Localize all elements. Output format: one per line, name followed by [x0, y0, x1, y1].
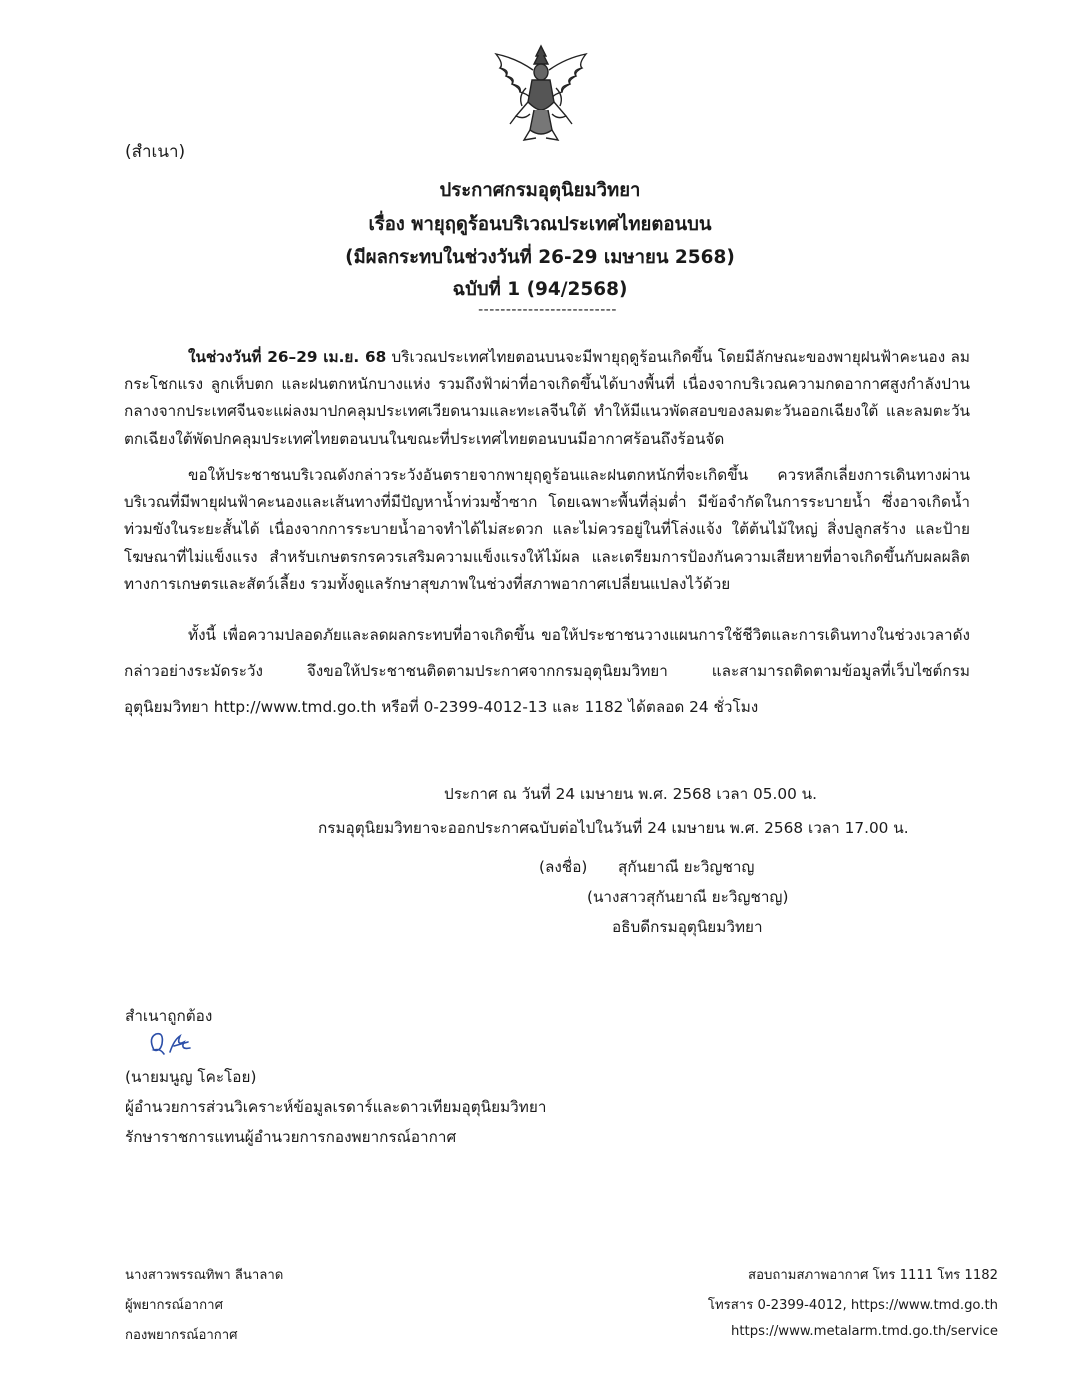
- certifier-position: ผู้อำนวยการส่วนวิเคราะห์ข้อมูลเรดาร์และดาวเทียมอุตุนิยมวิทยา: [125, 1098, 547, 1116]
- signatory-full-name: (นางสาวสุกันยาณี ยะวิญชาญ): [587, 888, 789, 906]
- announcement-impact-period: (มีผลกระทบในช่วงวันที่ 26-29 เมษายน 2568): [345, 247, 735, 268]
- paragraph-1-text: บริเวณประเทศไทยตอนบนจะมีพายุฤดูร้อนเกิดขึ้น โดยมีลักษณะของพายุฝนฟ้าคะนอง ลมกระโชกแรง ลูกเห็บตก และฝนตกหนักบางแห่ง รวมถึงฟ้าผ่าที่อาจเกิดขึ้นได้บางพื้นที่ เนื่องจากบริเวณความกดอากาศสูงกำลังปานกลางจากประเทศจีนจะแผ่ลงมาปกคลุมประเทศเวียดนามและทะเลจีนใต้ ทำให้มีแนวพัดสอบของลมตะวันออกเฉียงใต้ และลมตะวันตกเฉียงใต้พัดปกคลุมประเทศไทยตอนบนในขณะที่ประเทศไทยตอนบนมีอากาศร้อนถึงร้อนจัด: [124, 348, 970, 448]
- garuda-emblem-icon: [486, 40, 596, 150]
- paragraph-3-text: ทั้งนี้ เพื่อความปลอดภัยและลดผลกระทบที่อาจเกิดขึ้น ขอให้ประชาชนวางแผนการใช้ชีวิตและการเดินทางในช่วงเวลาดังกล่าวอย่างระมัดระวัง จึงขอให้ประชาชนติดตามประกาศจากกรมอุตุนิยมวิทยา และสามารถติดตามข้อมูลที่เว็บไซต์กรมอุตุนิยมวิทยา http://www.tmd.go.th หรือที่ 0-2399-4012-13 และ 1182 ได้ตลอด 24 ชั่วโมง: [124, 626, 970, 716]
- next-announcement-note: กรมอุตุนิยมวิทยาจะออกประกาศฉบับต่อไปในวันที่ 24 เมษายน พ.ศ. 2568 เวลา 17.00 น.: [318, 819, 909, 837]
- signatory-title: อธิบดีกรมอุตุนิยมวิทยา: [612, 918, 763, 936]
- forecaster-division: กองพยากรณ์อากาศ: [125, 1328, 238, 1343]
- certifier-acting-position: รักษาราชการแทนผู้อำนวยการกองพยากรณ์อากาศ: [125, 1128, 457, 1146]
- certified-copy-label: สำเนาถูกต้อง: [125, 1007, 213, 1025]
- certifier-name: (นายมนูญ โคะโอย): [125, 1068, 257, 1086]
- signature-label: (ลงชื่อ): [539, 858, 588, 876]
- announcement-subject: เรื่อง พายุฤดูร้อนบริเวณประเทศไทยตอนบน: [368, 214, 712, 235]
- announcement-issue-number: ฉบับที่ 1 (94/2568): [452, 279, 628, 300]
- forecaster-name: นางสาวพรรณทิพา ลีนาลาด: [125, 1268, 284, 1283]
- body-paragraph-2: [124, 462, 970, 598]
- contact-fax-website[interactable]: โทรสาร 0-2399-4012, https://www.tmd.go.th: [707, 1298, 998, 1313]
- paragraph-2-text: ขอให้ประชาชนบริเวณดังกล่าวระวังอันตรายจากพายุฤดูร้อนและฝนตกหนักที่จะเกิดขึ้น ควรหลีกเลี่ยงการเดินทางผ่านบริเวณที่มีพายุฝนฟ้าคะนองและเส้นทางที่มีปัญหาน้ำท่วมซ้ำซาก โดยเฉพาะพื้นที่ลุ่มต่ำ มีข้อจำกัดในการระบายน้ำ ซึ่งอาจเกิดน้ำท่วมขังในระยะสั้นได้ เนื่องจากการระบายน้ำอาจทำได้ไม่สะดวก และไม่ควรอยู่ในที่โล่งแจ้ง ใต้ต้นไม้ใหญ่ สิ่งปลูกสร้าง และป้ายโฆษณาที่ไม่แข็งแรง สำหรับเกษตรกรควรเสริมความแข็งแรงให้ไม้ผล และเตรียมการป้องกันความเสียหายที่อาจเกิดขึ้นกับผลผลิตทางการเกษตรและสัตว์เลี้ยง รวมทั้งดูแลรักษาสุขภาพในช่วงที่สภาพอากาศเปลี่ยนแปลงไว้ด้วย: [124, 466, 970, 593]
- contact-phone: สอบถามสภาพอากาศ โทร 1111 โทร 1182: [748, 1268, 998, 1283]
- signatory-name: สุกันยาณี ยะวิญชาญ: [618, 858, 755, 876]
- copy-label: (สำเนา): [125, 142, 186, 162]
- heading-divider: -------------------------: [478, 302, 617, 318]
- forecaster-role: ผู้พยากรณ์อากาศ: [125, 1298, 223, 1313]
- announcement-date: ประกาศ ณ วันที่ 24 เมษายน พ.ศ. 2568 เวลา 05.00 น.: [444, 785, 817, 803]
- metalarm-service-link[interactable]: https://www.metalarm.tmd.go.th/service: [731, 1324, 998, 1339]
- body-paragraph-3: [124, 617, 970, 725]
- handwritten-signature: [144, 1028, 196, 1060]
- announcement-title: ประกาศกรมอุตุนิยมวิทยา: [439, 180, 641, 201]
- paragraph-1-lead: ในช่วงวันที่ 26–29 เม.ย. 68: [188, 348, 387, 366]
- body-paragraph-1: [124, 344, 970, 453]
